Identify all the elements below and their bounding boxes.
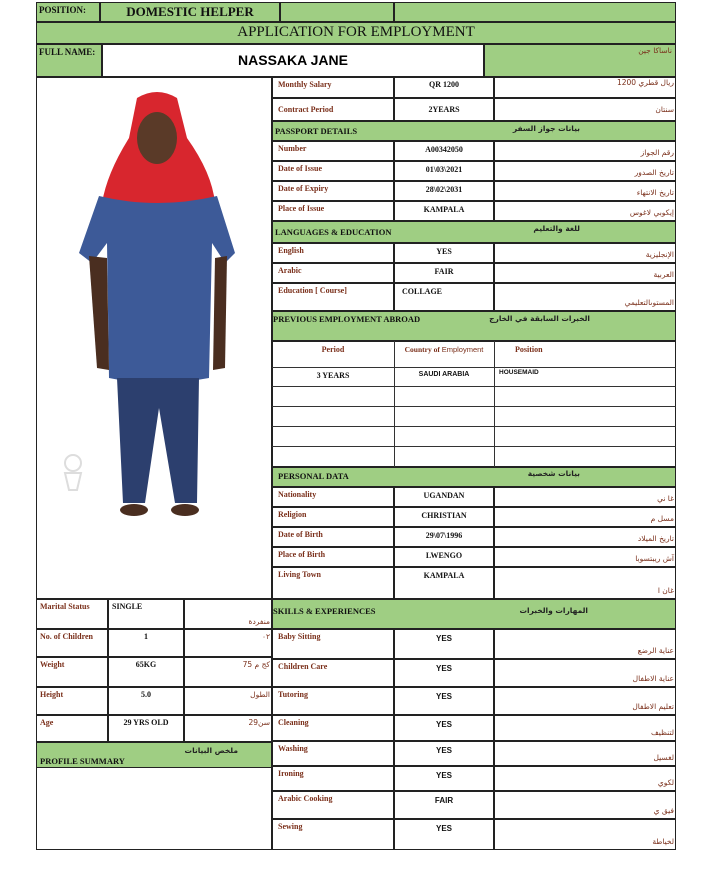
personal-row-value: 29\07\1996 bbox=[425, 531, 463, 540]
languages-title-ar: للغة والتعليم bbox=[533, 224, 580, 233]
language-row-ar: العربية bbox=[653, 270, 674, 279]
employment-table bbox=[272, 341, 676, 467]
skill-row-value: YES bbox=[435, 771, 452, 780]
language-row-label: English bbox=[278, 246, 304, 255]
skill-row-ar: لتنظيف bbox=[651, 728, 674, 737]
skill-row-ar: لغسيل bbox=[653, 753, 674, 762]
skill-row-value: YES bbox=[435, 746, 452, 755]
profile-summary-ar: ملخص البيانات bbox=[184, 746, 238, 755]
profile-summary-title: PROFILE SUMMARY bbox=[40, 756, 125, 766]
profile-ar: الطول bbox=[250, 690, 270, 699]
skill-row-value: YES bbox=[435, 664, 452, 673]
skill-row-value: YES bbox=[435, 692, 452, 701]
contract-period-ar: سنتان bbox=[655, 105, 674, 114]
personal-row-value: KAMPALA bbox=[423, 571, 465, 580]
col-country-header bbox=[394, 345, 494, 354]
personal-row-ar: مسل م bbox=[650, 514, 674, 523]
profile-value: 29 YRS OLD bbox=[123, 718, 169, 727]
skill-row-value: FAIR bbox=[434, 796, 454, 805]
fullname-label: FULL NAME: bbox=[39, 47, 96, 57]
passport-row-label: Place of Issue bbox=[278, 204, 325, 213]
page-title: APPLICATION FOR EMPLOYMENT bbox=[237, 24, 475, 40]
emp-vline-2 bbox=[494, 341, 495, 467]
photo-frame bbox=[36, 77, 272, 599]
monthly-salary-ar: ريال قطري 1200 bbox=[616, 78, 674, 87]
language-row-value: FAIR bbox=[434, 267, 454, 276]
language-row-value: COLLAGE bbox=[402, 287, 443, 296]
personal-row-value: LWENGO bbox=[425, 551, 463, 560]
skill-row-value: YES bbox=[435, 720, 452, 729]
passport-row-value: A00342050 bbox=[425, 145, 463, 154]
col-country-prefix: Country of bbox=[404, 345, 440, 354]
language-row-label: Arabic bbox=[278, 266, 302, 275]
emp-line-4 bbox=[272, 426, 676, 427]
skill-row-ar: فيق ي bbox=[653, 806, 674, 815]
profile-label: No. of Children bbox=[40, 632, 93, 641]
skill-row-label: Tutoring bbox=[278, 690, 308, 699]
col-position-header: Position bbox=[515, 345, 543, 354]
passport-title: PASSPORT DETAILS bbox=[275, 126, 358, 136]
languages-title: LANGUAGES & EDUCATION bbox=[275, 227, 392, 237]
personal-row-ar: غان ا bbox=[657, 586, 674, 595]
col-period-header: Period bbox=[321, 345, 345, 354]
personal-row-label: Date of Birth bbox=[278, 530, 323, 539]
profile-label: Height bbox=[40, 690, 64, 699]
monthly-salary-value: QR 1200 bbox=[429, 80, 459, 89]
skill-row-label: Sewing bbox=[278, 822, 303, 831]
skills-title-ar: المهارات والخبرات bbox=[519, 606, 588, 615]
profile-value: 1 bbox=[144, 632, 148, 641]
profile-value: 65KG bbox=[135, 660, 157, 669]
employment-country: SAUDI ARABIA bbox=[418, 371, 470, 378]
skill-row-label: Children Care bbox=[278, 662, 328, 671]
personal-row-label: Living Town bbox=[278, 570, 321, 579]
passport-row-label: Date of Issue bbox=[278, 164, 322, 173]
passport-row-label: Number bbox=[278, 144, 307, 153]
skill-row-label: Arabic Cooking bbox=[278, 794, 333, 803]
emp-line-5 bbox=[272, 446, 676, 447]
language-row-value: YES bbox=[436, 247, 452, 256]
passport-row-ar: إيكوبي لاغوس bbox=[629, 208, 674, 217]
skill-row-ar: لخياطة bbox=[652, 837, 674, 846]
personal-row-ar: تاريخ الميلاد bbox=[637, 534, 674, 543]
applicant-photo bbox=[37, 78, 271, 598]
skill-row-value: YES bbox=[435, 824, 452, 833]
position-empty-cell-2 bbox=[394, 2, 676, 22]
profile-summary-body bbox=[36, 768, 272, 850]
skill-row-ar: عناية الاطفال bbox=[632, 674, 674, 683]
employment-title-ar: الخبرات السابقة في الخارج bbox=[489, 314, 590, 323]
skill-row-ar: تعليم الاطفال bbox=[632, 702, 674, 711]
position-label: POSITION: bbox=[39, 5, 87, 15]
monthly-salary-label: Monthly Salary bbox=[278, 80, 332, 89]
profile-value: SINGLE bbox=[112, 602, 143, 611]
profile-label: Marital Status bbox=[40, 602, 90, 611]
position-value: DOMESTIC HELPER bbox=[126, 4, 254, 19]
fullname-ar: ناساكا جين bbox=[638, 46, 672, 55]
skill-row-label: Cleaning bbox=[278, 718, 309, 727]
passport-row-value: KAMPALA bbox=[423, 205, 465, 214]
profile-label: Age bbox=[40, 718, 54, 727]
skills-title: SKILLS & EXPERIENCES bbox=[273, 606, 376, 616]
emp-line-1 bbox=[272, 367, 676, 368]
language-row-ar: الإنجليزية bbox=[645, 250, 674, 259]
passport-row-ar: تاريخ الصدور bbox=[634, 168, 674, 177]
skill-row-ar: عناية الرضع bbox=[637, 646, 674, 655]
personal-row-value: UGANDAN bbox=[423, 491, 465, 500]
language-row-label: Education [ Course] bbox=[278, 286, 347, 295]
employment-position: HOUSEMAID bbox=[499, 369, 539, 376]
position-empty-cell-1 bbox=[280, 2, 394, 22]
passport-row-ar: تاريخ الانتهاء bbox=[636, 188, 674, 197]
personal-row-label: Place of Birth bbox=[278, 550, 326, 559]
profile-value: 5.0 bbox=[141, 690, 151, 699]
skill-row-label: Ironing bbox=[278, 769, 304, 778]
employment-title: PREVIOUS EMPLOYMENT ABROAD bbox=[273, 314, 421, 324]
profile-ar: منفردة bbox=[248, 617, 270, 626]
emp-vline-1 bbox=[394, 341, 395, 467]
profile-ar: ٠٢ bbox=[261, 632, 270, 641]
skill-row-ar: لكوي bbox=[657, 778, 674, 787]
skill-row-value: YES bbox=[435, 634, 452, 643]
profile-ar: كج م 75 bbox=[242, 660, 270, 669]
language-row-ar: المستوىالتعليمي bbox=[624, 298, 674, 307]
emp-line-3 bbox=[272, 406, 676, 407]
skill-row-label: Baby Sitting bbox=[278, 632, 321, 641]
passport-row-value: 01\03\2021 bbox=[425, 165, 463, 174]
employment-period: 3 YEARS bbox=[316, 371, 350, 380]
personal-row-ar: غا ني bbox=[657, 494, 674, 503]
personal-row-label: Religion bbox=[278, 510, 307, 519]
personal-row-ar: آش ريبتسوبا bbox=[635, 554, 674, 563]
personal-title: PERSONAL DATA bbox=[278, 471, 349, 481]
contract-period-value: 2YEARS bbox=[428, 105, 460, 114]
passport-row-label: Date of Expiry bbox=[278, 184, 329, 193]
personal-row-value: CHRISTIAN bbox=[421, 511, 467, 520]
profile-ar: سن29 bbox=[248, 718, 270, 727]
personal-title-ar: بيانات شخصية bbox=[527, 469, 580, 478]
passport-row-ar: رقم الجواز bbox=[640, 148, 674, 157]
passport-title-ar: بيانات جواز السفر bbox=[512, 124, 580, 133]
profile-label: Weight bbox=[40, 660, 65, 669]
skill-row-label: Washing bbox=[278, 744, 308, 753]
fullname-value: NASSAKA JANE bbox=[238, 52, 348, 68]
personal-row-label: Nationality bbox=[278, 490, 317, 499]
emp-line-2 bbox=[272, 386, 676, 387]
col-country-suffix: Employment bbox=[441, 345, 484, 354]
contract-period-label: Contract Period bbox=[278, 105, 334, 114]
passport-row-value: 28\02\2031 bbox=[425, 185, 463, 194]
